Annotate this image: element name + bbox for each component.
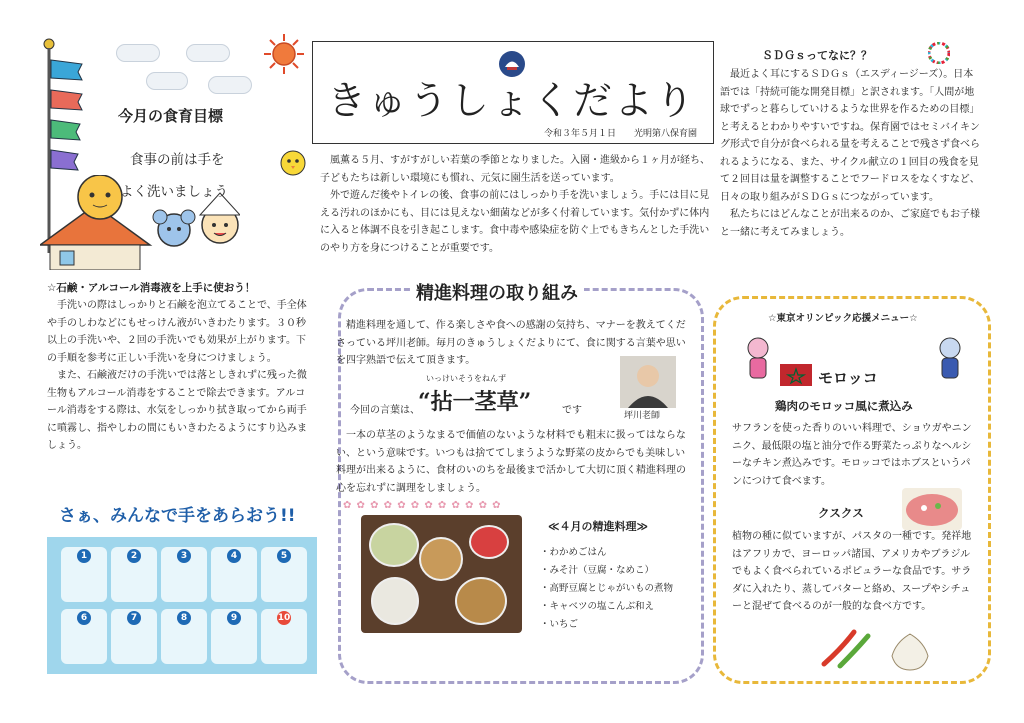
- word-suffix: です: [562, 405, 582, 416]
- cloud-icon: [186, 44, 230, 62]
- menu-list: [540, 544, 673, 634]
- goal-line-2: よく洗いましょう: [120, 184, 228, 200]
- olympic-heading: ☆東京オリンピック応援メニュー☆: [768, 313, 918, 324]
- soap-heading: ☆石鹸・アルコール消毒液を上手に使おう！: [47, 282, 256, 294]
- handwash-step: 5: [261, 547, 307, 602]
- list-item: ・高野豆腐とじゃがいもの煮物: [540, 583, 674, 595]
- shojin-title: 精進料理の取り組み: [410, 279, 584, 305]
- shojin-paragraph-2: 一本の草茎のようなまるで価値のないような材料でも粗末に扱ってはならない、という意味です。いつもは捨ててしまうような野菜の皮からでも美味しい料理が出来るように、食材のいのちを最後まで活かして大切に頂く精進料理の心を忘れずに調理をしましょう。: [336, 430, 686, 494]
- teacher-name: 坪川老師: [624, 411, 661, 421]
- intro-text: [320, 152, 712, 257]
- word-prefix: 今回の言葉は、: [350, 405, 420, 416]
- list-item: ・わかめごはん: [540, 547, 607, 558]
- morocco-flag-icon: [780, 364, 812, 386]
- handwash-step: 6: [61, 609, 107, 664]
- vegetables-icon: [820, 628, 940, 672]
- list-item: ・いちご: [540, 619, 579, 631]
- handwash-step: 8: [161, 609, 207, 664]
- word-reading: いっけいそうをねんず: [426, 374, 506, 383]
- handwash-step: 1: [61, 547, 107, 602]
- dish-2-desc: 植物の種に似ていますが、パスタの一種です。発祥地はアフリカで、ヨーロッパ諸国、アメリカやブラジルでもよく食べられているポピュラーな食品です。サラダに入れたり、蒸してバターと絡め、スープやシチューと混ぜて食べるのが一般的な食べ方です。: [732, 531, 972, 612]
- goal-line-1: 食事の前は手を: [130, 152, 225, 168]
- shojin-meal-photo: [361, 515, 522, 633]
- dish-2-name: クスクス: [818, 506, 864, 520]
- handwash-step: 10: [261, 609, 307, 664]
- olympic-mascot-icon: [936, 336, 964, 380]
- handwash-step: 7: [111, 609, 157, 664]
- masthead: [312, 41, 714, 144]
- handwash-step: 9: [211, 609, 257, 664]
- flower-decoration-icon: ✿ ✿ ✿ ✿ ✿ ✿ ✿ ✿ ✿ ✿ ✿ ✿: [343, 500, 502, 511]
- cloud-icon: [116, 44, 160, 62]
- soap-paragraph-1: 手洗いの際はしっかりと石鹸を泡立てることで、手全体や手のしわなどにもせっけん液がいきわたります。３０秒以上の手洗いや、２回の手洗いでも効果が上がります。下の手順を参考に正しい手洗いを身につけましょう。: [47, 300, 307, 364]
- sdgs-heading: ＳＤＧｓってなに？？: [762, 49, 872, 62]
- sun-icon: [262, 32, 306, 76]
- sdgs-wheel-icon: [928, 42, 950, 64]
- dish-1-desc: サフランを使った香りのいい料理で、ショウガやニンニク、最低限の塩と油分で作る野菜たっぷりなヘルシーなチキン煮込みです。モロッコではホブスというパンにつけて食べます。: [732, 423, 972, 487]
- handwash-poster: [47, 491, 317, 674]
- handwash-step: 3: [161, 547, 207, 602]
- handwash-banner: さぁ、みんなで手をあらおう!!: [59, 506, 296, 526]
- dish-1-name: 鶏肉のモロッコ風に煮込み: [775, 399, 913, 413]
- intro-paragraph-2: 外で遊んだ後やトイレの後、食事の前にはしっかり手を洗いましょう。手には目に見える汚れのほかにも、目には見えない細菌などが多く付着しています。気付かずに体内に入ると体調不良を引き起こします。食中毒や感染症を防ぐ上でもきちんとした手洗いのやり方を身につけることが重要です。: [320, 190, 710, 254]
- dish-1-desc-box: [732, 420, 976, 490]
- intro-paragraph-1: 風薫る５月、すがすがしい若葉の季節となりました。入園・進級から１ヶ月が経ち、子どもたちは新しい環境にも慣れ、元気に園生活を送っています。: [320, 155, 710, 184]
- newsletter-title: きゅうしょくだより: [327, 79, 697, 124]
- menu-title: ≪４月の精進料理≫: [548, 520, 649, 533]
- chick-icon: [278, 148, 308, 178]
- sdgs-section: [720, 66, 982, 241]
- list-item: ・キャベツの塩こんぶ和え: [540, 601, 655, 613]
- sdgs-paragraph-2: 私たちにはどんなことが出来るのか、ご家庭でもお子様と一緒に考えてみましょう。: [720, 209, 980, 238]
- country-name: モロッコ: [818, 369, 878, 387]
- soap-section: [47, 280, 309, 455]
- list-item: ・みそ汁（豆腐・なめこ）: [540, 565, 655, 577]
- handwash-step: 2: [111, 547, 157, 602]
- dish-2-desc-box: [732, 528, 976, 616]
- couscous-photo-icon: [902, 488, 962, 530]
- olympic-mascot-icon: [744, 336, 772, 380]
- soap-paragraph-2: また、石鹸液だけの手洗いでは落としきれずに残った微生物もアルコール消毒をすることで除去できます。アルコール消毒をする際は、水気をしっかり拭き取ってから両手に噴霧し、指やしわの間にもいきわたるようにすり込みましょう。: [47, 370, 307, 451]
- cloud-icon: [208, 76, 252, 94]
- handwash-step: 4: [211, 547, 257, 602]
- word-of-month: “拈一茎草”: [418, 389, 532, 415]
- sdgs-paragraph-1: 最近よく耳にするＳＤＧｓ（エスディージーズ）。日本語では「持続可能な開発目標」と訳されます。「人間が地球でずっと暮らしていけるような世界を作るための目標」と考えるとわかりやすいですね。保育園ではセミバイキング形式で自分が食べられる量を考えることで残さず食べられるようになる、また、サイクル献立の１回目の残食を見て２回目は量を調整することでフードロスをなくすなど、日々の取り組みがＳＤＧｓにつながっています。: [720, 69, 980, 203]
- teacher-photo-icon: [620, 356, 676, 408]
- shojin-body: [336, 427, 692, 497]
- goal-title: 今月の食育目標: [118, 107, 224, 125]
- shojin-paragraph-1: 精進料理を通して、作る楽しさや食への感謝の気持ち、マナーを教えてくださっている坪川老師。毎月のきゅうしょくだよりにて、食に関する言葉や思いを四字熟語で伝えて頂きます。: [336, 320, 686, 366]
- cloud-icon: [146, 72, 188, 90]
- issue-date: 令和３年５月１日 光明第八保育園: [543, 129, 697, 139]
